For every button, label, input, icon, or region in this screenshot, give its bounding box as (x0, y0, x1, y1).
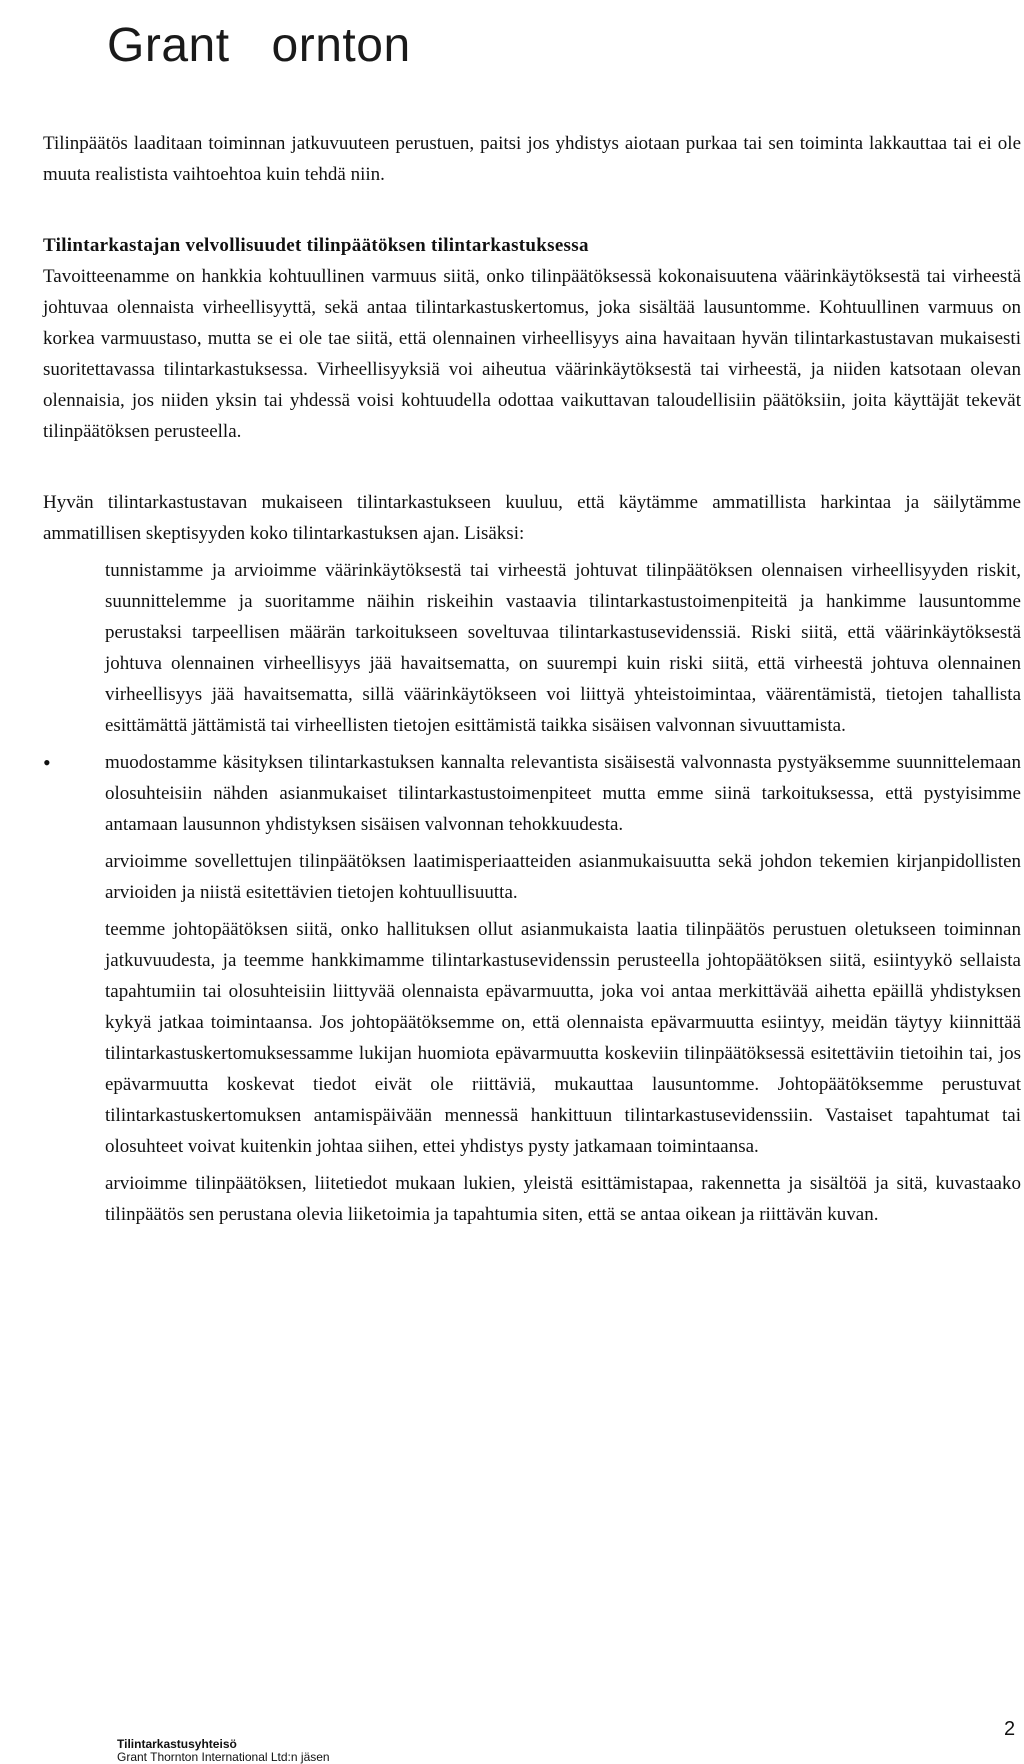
auditor-objective-paragraph: Tavoitteenamme on hankkia kohtuullinen varmuus siitä, onko tilinpäätöksessä kokonaisuutena väärinkäytöksestä tai virheestä johtuvaa olennaista virheellisyyttä, sekä antaa tilintarkastuskertomus, joka sisältää lausuntomme. Kohtuullinen varmuus on korkea varmuustaso, mutta se ei ole tae siitä, että olennainen virheellisyys aina havaitaan hyvän tilintarkastustavan mukaisesti suoritettavassa tilintarkastuksessa. Virheellisyyksiä voi aiheutua väärinkäytöksestä tai virheestä, ja niiden katsotaan olevan olennaisia, jos niiden yksin tai yhdessä voisi kohtuudella odottaa vaikuttavan taloudellisiin päätöksiin, joita käyttäjät tekevät tilinpäätöksen perusteella. (43, 266, 1021, 442)
list-item (43, 914, 1021, 1162)
footer (117, 1738, 330, 1764)
footer-line-1: Tilintarkastusyhteisö (117, 1737, 237, 1751)
list-item (43, 846, 1021, 908)
audit-process-paragraph: Hyvän tilintarkastustavan mukaiseen tilintarkastukseen kuuluu, että käytämme ammatillista harkintaa ja säilytämme ammatillisen skeptisyyden koko tilintarkastuksen ajan. Lisäksi: (43, 492, 1021, 544)
audit-procedures-list (43, 555, 1021, 1230)
company-logo (107, 18, 411, 73)
list-item-text: arvioimme tilinpäätöksen, liitetiedot mukaan lukien, yleistä esittämistapaa, rakennetta ja sisältöä ja sitä, kuvastaako tilinpäätös sen perustana olevia liiketoimia ja tapahtumia siten, että se antaa oikean ja riittävän kuvan. (105, 1173, 1021, 1225)
list-item (43, 747, 1021, 840)
document-body (43, 128, 1021, 1236)
footer-line-2: Grant Thornton International Ltd:n jäsen (117, 1750, 330, 1764)
list-item-text: teemme johtopäätöksen siitä, onko hallituksen ollut asianmukaista laatia tilinpäätös perustuen oletukseen toiminnan jatkuvuudesta, ja teemme hankkimamme tilintarkastusevidenssin perusteella johtopäätöksen siitä, esiintyykö sellaista tapahtumiin tai olosuhteisiin liittyvää olennaista epävarmuutta, joka voi antaa merkittävää aihetta epäillä yhdistyksen kykyä jatkaa toimintaansa. Jos johtopäätöksemme on, että olennaista epävarmuutta esiintyy, meidän täytyy kiinnittää tilintarkastuskertomuksessamme lukijan huomiota epävarmuutta koskeviin tilinpäätöksessä esitettäviin tietoihin tai, jos epävarmuutta koskevat tiedot eivät ole riittäviä, mukauttaa lausuntomme. Johtopäätöksemme perustuvat tilintarkastuskertomuksen antamispäivään mennessä hankittuun tilintarkastusevidenssiin. Vastaiset tapahtumat tai olosuhteet voivat kuitenkin johtaa siihen, ettei yhdistys pysty jatkamaan toimintaansa. (105, 919, 1021, 1157)
list-item (43, 1168, 1021, 1230)
page-number: 2 (1004, 1718, 1016, 1740)
logo-text-left: Grant (107, 19, 230, 72)
list-item-text: tunnistamme ja arvioimme väärinkäytöksestä tai virheestä johtuvat tilinpäätöksen olennaisen virheellisyyden riskit, suunnittelemme ja suoritamme näihin riskeihin vastaavia tilintarkastustoimenpiteitä ja hankimme lausuntomme perustaksi tarpeellisen määrän tarkoitukseen soveltuvaa tilintarkastusevidenssiä. Riski siitä, että väärinkäytöksestä johtuva olennainen virheellisyys jää havaitsematta, on suurempi kuin riski siitä, että virheestä johtuva olennainen virheellisyys jää havaitsematta, sillä väärinkäytökseen voi liittyä yhteistoimintaa, väärentämistä, tietojen tahallista esittämättä jättämistä tai virheellisten tietojen esittämistä taikka sisäisen valvonnan sivuuttamista. (105, 560, 1021, 736)
section-heading: Tilintarkastajan velvollisuudet tilinpäätöksen tilintarkastuksessa (43, 235, 589, 256)
list-item (43, 555, 1021, 741)
logo-text-right: ornton (271, 19, 411, 72)
list-item-text: muodostamme käsityksen tilintarkastuksen kannalta relevantista sisäisestä valvonnasta pystyäksemme suunnittelemaan olosuhteisiin nähden asianmukaiset tilintarkastustoimenpiteet mutta emme siinä tarkoituksessa, että pystyisimme antamaan lausunnon yhdistyksen sisäisen valvonnan tehokkuudesta. (105, 752, 1021, 835)
list-item-text: arvioimme sovellettujen tilinpäätöksen laatimisperiaatteiden asianmukaisuutta sekä johdon tekemien kirjanpidollisten arvioiden ja niistä esitettävien tietojen kohtuullisuutta. (105, 851, 1021, 903)
bullet-icon: • (43, 750, 51, 775)
going-concern-paragraph: Tilinpäätös laaditaan toiminnan jatkuvuuteen perustuen, paitsi jos yhdistys aiotaan purkaa tai sen toiminta lakkauttaa tai ei ole muuta realistista vaihtoehtoa kuin tehdä niin. (43, 133, 1021, 185)
